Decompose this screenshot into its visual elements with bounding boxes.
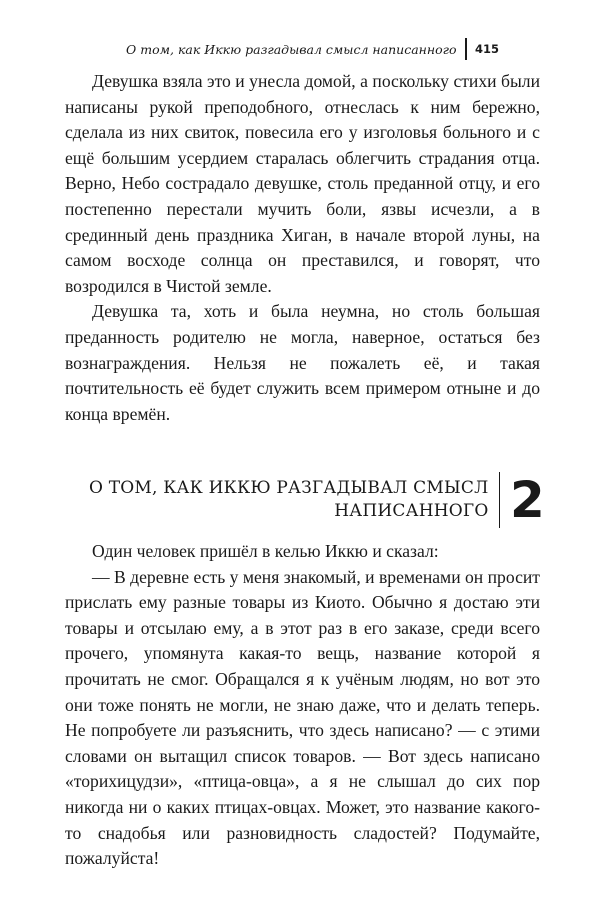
paragraph: Девушка взяла это и унесла домой, а поскольку стихи были написаны рукой преподобного, отнеслась к ним бережно, сделала из них свиток, повесила его у изголовья больного и с ещё большим усердием старалась облегчить страдания отца. Верно, Небо сострадало девушке, столь преданной отцу, и его постепенно перестали мучить боли, язвы исчезли, а в срединный день праздника Хиган, в начале второй луны, на самом восходе солнца он преставился, и говорят, что возродился в Чистой земле. — [65, 71, 540, 296]
page-number: 415 — [474, 42, 499, 56]
chapter-title-line: О ТОМ, КАК ИККЮ РАЗГАДЫВАЛ СМЫСЛ — [88, 478, 489, 498]
previous-story-text — [65, 69, 540, 427]
running-header — [0, 37, 499, 61]
running-header-title: О том, как Иккю разгадывал смысл написанного — [126, 41, 457, 57]
paragraph: — В деревне есть у меня знакомый, и временами он просит прислать ему разные товары из Киото. Обычно я достаю эти товары и отсылаю ему, а в этот раз в его заказе, среди всего прочего, упомянута какая-то вещь, название которой я прочитать не смог. Обращался я к учёным людям, но вот это они тоже понять не могли, не знаю даже, что и делать теперь. Не попробуете ли разъяснить, что здесь написано? — с этими словами он вытащил список товаров. — Вот здесь написано «торихицудзи», «птица-овца», а я не слышал до сих пор никогда ни о каких птицах-овцах. Может, это название какого-то снадобья или разновидность сладостей? Подумайте, пожалуйста! — [65, 566, 540, 869]
chapter-body-text — [65, 539, 540, 872]
paragraph: Девушка та, хоть и была неумна, но столь большая преданность родителю не могла, наверное, остаться без вознаграждения. Нельзя не пожалеть её, и такая почтительность её будет служить всем примером отныне и до конца времён. — [65, 301, 540, 424]
chapter-heading — [40, 472, 544, 528]
chapter-title-line: НАПИСАННОГО — [334, 501, 489, 521]
chapter-number: 2 — [510, 471, 545, 529]
chapter-divider — [499, 472, 501, 528]
header-divider — [465, 38, 467, 60]
chapter-title — [89, 477, 489, 523]
paragraph: Один человек пришёл в келью Иккю и сказал: — [92, 541, 439, 561]
